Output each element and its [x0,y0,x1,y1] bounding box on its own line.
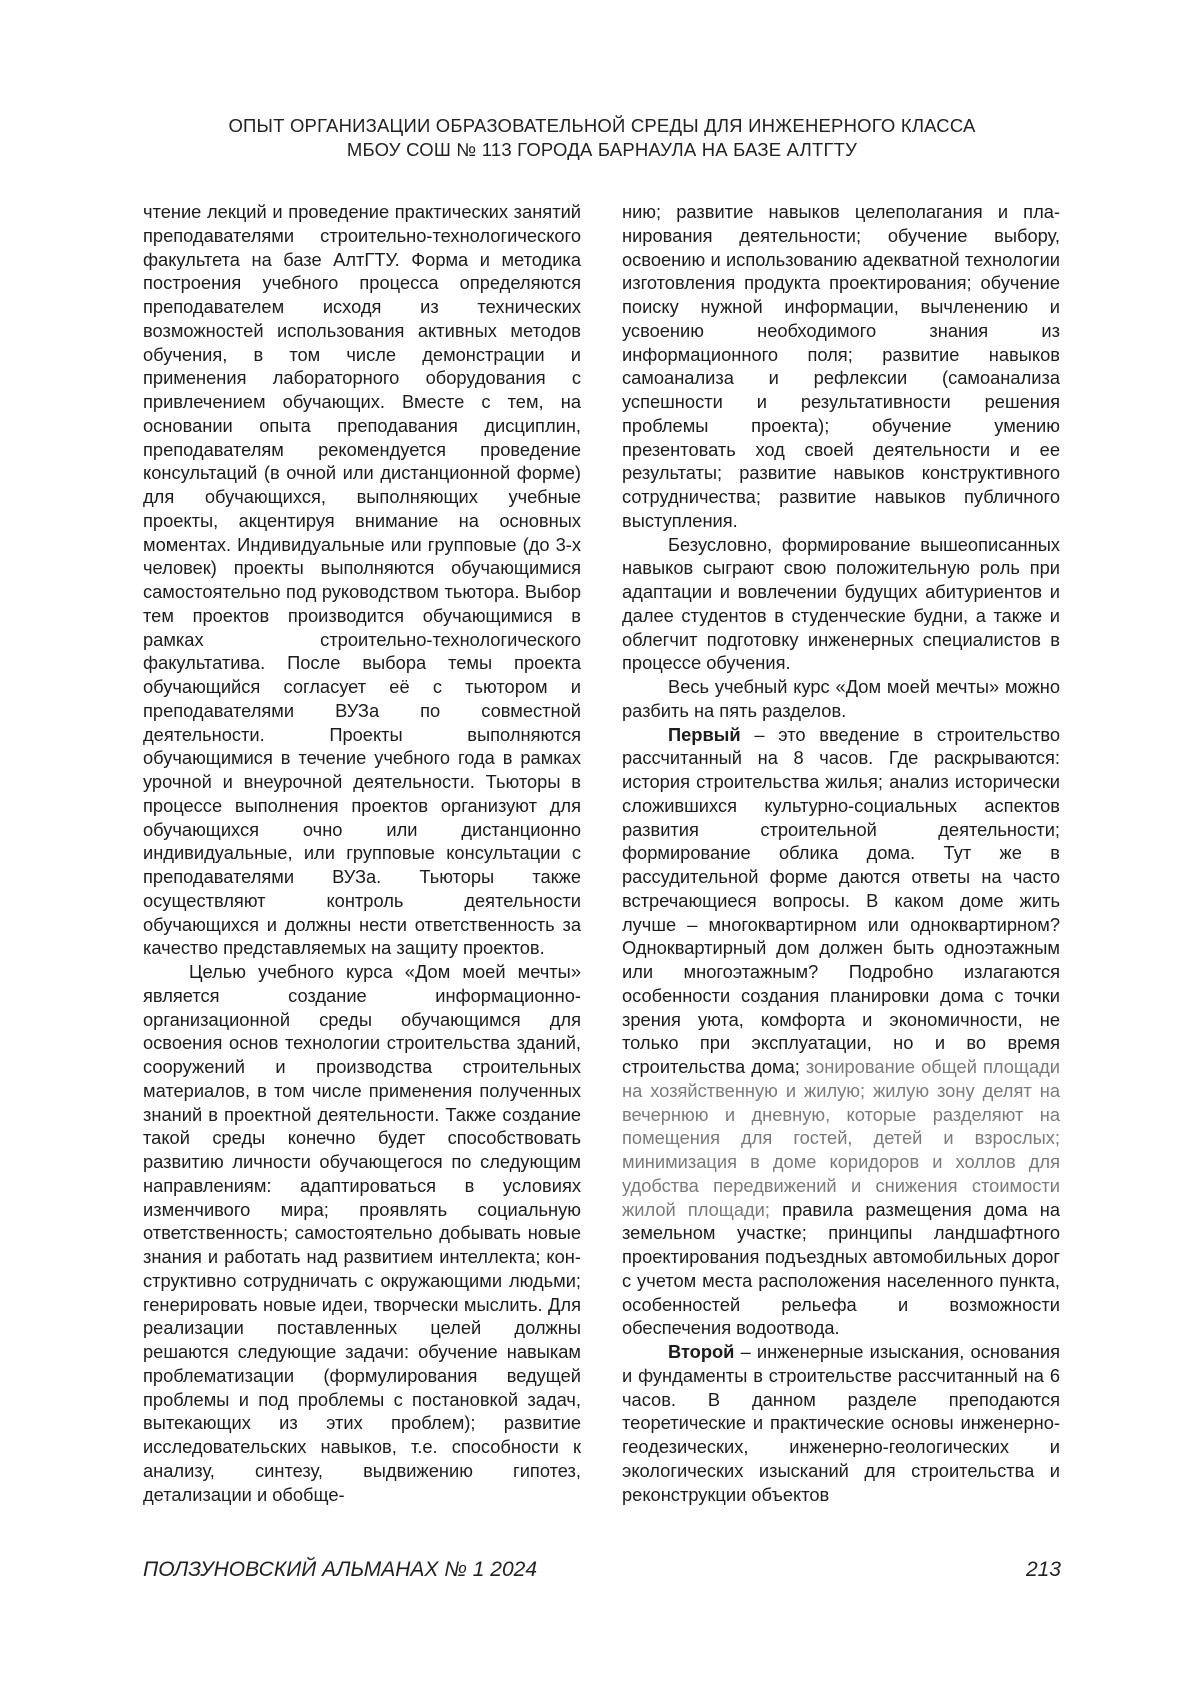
paragraph: нию; развитие навыков целеполагания и планирования деятельности; обучение выбору, освоению и использованию адекватной технологии изготовления продукта проектирования; обучение поиску нужной информации, вычленению и усвоению необходимого знания из информационного поля; развитие навыков самоанализа и рефлексии (самоанализа успешности и результативности решения проблемы проекта); обучение умению презентовать ход своей деятельности и ее результаты; развитие навыков конструктивного сотрудничества; развитие навыков публичного выступления. [622,201,1060,531]
faded-text: зонирование общей площади на хозяйственную и жилую; жилую зону делят на вечернюю и дневную, которые разделяют на помещения для гостей, детей и взрослых; минимизация в доме коридоров и холлов для удобства передвижений и снижения стоимости жилой площади; [622,1056,1060,1220]
paragraph-section-two [622,1340,1060,1506]
paragraph: чтение лекций и проведение практических занятий преподавателями строительно-технологического факультета на базе АлтГТУ. Форма и методика построения учебного процесса определяются преподавателем исходя из технических возможностей использования активных методов обучения, в том числе демонстрации и применения лабораторного оборудования с привлечением обучающих. Вместе с тем, на основании опыта преподавания дисциплин, преподавателям рекомендуется проведение консультаций (в очной или дистанционной форме) для обучающихся, выполняющих учебные проекты, акцентируя внимание на основных моментах. Индивидуальные или групповые (до 3-х человек) проекты выполняются обучающимися самостоятельно под руководством тьютора. Выбор тем проектов производится обучающимися в рамках строительно-технологического факультатива. После выбора темы проекта обучающийся согласует её с тьютором и преподавателями ВУЗа по совместной деятельности. Проекты выполняются обучающимися в течение учебного года в рамках урочной и внеурочной деятельности. Тьюторы в процессе выполнения проектов организуют для обучающихся очно или дистанционно индивидуальные, или групповые консультации с преподавателями ВУЗа. Тьюторы также осуществляют контроль деятельности обучающихся и должны нести ответственность за качество представляемых на защиту проектов. [143,201,581,959]
header-line-2: МБОУ СОШ № 113 ГОРОДА БАРНАУЛА НА БАЗЕ АЛТГТУ [346,139,858,160]
page-footer [143,1558,1061,1582]
section-text: – это введение в строительство рассчитанный на 8 часов. Где раскрываются: история строительства жилья; анализ исторически сложившихся культурно-социальных аспектов развития строительной деятельности; формирование облика дома. Тут же в рассудительной форме даются ответы на часто встречающиеся вопросы. В каком доме жить лучше – многоквартирном или одноквартирном? Одноквартирный дом должен быть одноэтажным или многоэтажным? Подробно излагаются особенности создания планировки дома с точки зрения уюта, комфорта и экономичности, не только при эксплуатации, но и во время строительства дома; [622,723,1060,1077]
paragraph: Весь учебный курс «Дом моей мечты» можно разбить на пять разделов. [622,676,1060,721]
left-column [143,200,581,1506]
paragraph-section-one [622,723,1060,1341]
running-header [140,114,1064,162]
section-label-second: Второй [668,1341,735,1362]
page-number: 213 [1025,1558,1061,1581]
section-text: – инженерные изыскания, основания и фундаменты в строительстве рассчитанный на 6 часов. В данном разделе преподаются теоретические и практические основы инженерно-геодезических, инженерно-геологических и экологических изысканий для строительства и реконструкции объектов [622,1341,1060,1505]
paragraph: Безусловно, формирование вышеописанных навыков сыграют свою положительную роль при адаптации и вовлечении будущих абитуриентов и далее студентов в студенческие будни, а также и облегчит подготовку инженерных специалистов в процессе обучения. [622,533,1060,674]
section-text: правила размещения дома на земельном участке; принципы ландшафтного проектирования подъездных автомобильных дорог с учетом места расположения населенного пункта, особенностей рельефа и возможности обеспечения водоотвода. [622,1198,1060,1339]
header-line-1: ОПЫТ ОРГАНИЗАЦИИ ОБРАЗОВАТЕЛЬНОЙ СРЕДЫ ДЛЯ ИНЖЕНЕРНОГО КЛАССА [228,115,976,136]
paragraph: Целью учебного курса «Дом моей мечты» является создание информационно-организационной среды обучающимся для освоения основ технологии строительства зданий, сооружений и производства строительных материалов, в том числе применения полученных знаний в проектной деятельности. Также создание такой среды конечно будет способствовать развитию личности обучающегося по следующим направлениям: адаптироваться в условиях изменчивого мира; проявлять социальную ответственность; самостоятельно добывать новые знания и работать над развитием интеллекта; конструктивно сотрудничать с окружающими людьми; генерировать новые идеи, творчески мыслить. Для реализации поставленных целей должны решаются следующие задачи: обучение навыкам проблематизации (формулирования ведущей проблемы и под проблемы с постановкой задач, вытекающих из этих проблем); развитие исследовательских навыков, т.е. способности к анализу, синтезу, выдвижению гипотез, детализации и обобще- [143,961,581,1505]
section-label-first: Первый [668,723,741,745]
right-column [622,200,1060,1506]
journal-title: ПОЛЗУНОВСКИЙ АЛЬМАНАХ № 1 2024 [143,1558,538,1581]
